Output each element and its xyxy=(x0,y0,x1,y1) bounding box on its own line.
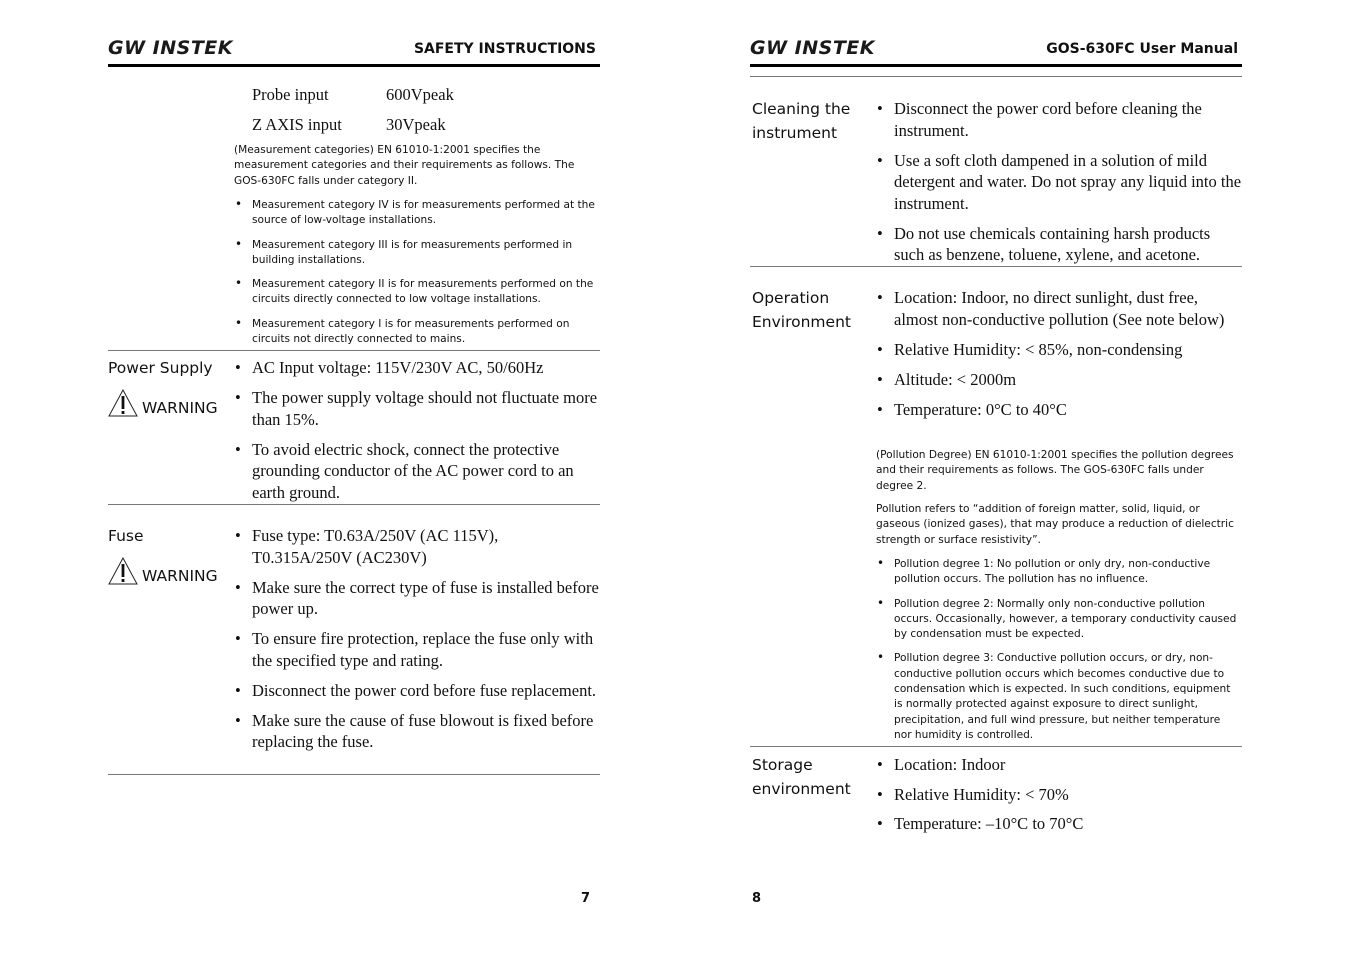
cleaning-list xyxy=(876,98,1242,266)
warning-badge xyxy=(108,389,218,417)
brand-logo: GW INSTEK xyxy=(108,37,233,59)
rating-row xyxy=(252,84,454,114)
measurement-category-list xyxy=(234,198,598,347)
left-page xyxy=(108,0,600,954)
list-item: • Location: Indoor, no direct sunlight, dust free, almost non-conductive pollution (See note below) xyxy=(876,287,1242,330)
list-item: • Pollution degree 2: Normally only non-conductive pollution occurs. Occasionally, however, a temporary conductivity caused by condensation must be expected. xyxy=(876,597,1238,643)
cleaning-label-line1: Cleaning the xyxy=(752,100,851,118)
fuse-label: Fuse xyxy=(108,527,144,545)
cleaning-label-line2: instrument xyxy=(752,124,838,142)
list-item: • Measurement category IV is for measurements performed at the source of low-voltage installations. xyxy=(234,198,598,229)
warning-label: WARNING xyxy=(142,399,218,417)
storage-label-line1: Storage xyxy=(752,756,813,774)
brand-logo: GW INSTEK xyxy=(750,37,875,59)
list-item: • AC Input voltage: 115V/230V AC, 50/60Hz xyxy=(234,357,600,379)
pollution-degree-list xyxy=(876,557,1238,743)
list-item: • Measurement category III is for measurements performed in building installations. xyxy=(234,238,598,269)
list-item: • Temperature: 0°C to 40°C xyxy=(876,399,1242,421)
list-item: • To ensure fire protection, replace the fuse only with the specified type and rating. xyxy=(234,628,600,671)
cleaning-label xyxy=(752,97,850,145)
warning-badge xyxy=(108,557,218,585)
pollution-degree-note: (Pollution Degree) EN 61010-1:2001 specifies the pollution degrees and their requirements as follows. The GOS-630FC falls under degree 2. xyxy=(876,449,1234,492)
section-divider xyxy=(108,774,600,775)
list-item: • Temperature: –10°C to 70°C xyxy=(876,813,1242,835)
power-supply-label: Power Supply xyxy=(108,359,213,377)
section-divider xyxy=(750,76,1242,77)
header-rule xyxy=(750,64,1242,67)
list-item: • Fuse type: T0.63A/250V (AC 115V), T0.315A/250V (AC230V) xyxy=(234,525,600,568)
operation-environment-list xyxy=(876,287,1242,420)
list-item: • Make sure the correct type of fuse is installed before power up. xyxy=(234,577,600,620)
input-ratings xyxy=(252,84,454,144)
rating-row xyxy=(252,114,454,144)
warning-triangle-icon xyxy=(108,389,138,417)
rating-value: 600Vpeak xyxy=(386,85,454,104)
list-item: • The power supply voltage should not fluctuate more than 15%. xyxy=(234,387,600,430)
operation-label-line1: Operation xyxy=(752,289,830,307)
manual-header-title: GOS-630FC User Manual xyxy=(1046,41,1238,57)
rating-name: Z AXIS input xyxy=(252,115,342,134)
fuse-list xyxy=(234,525,600,753)
operation-label-line2: Environment xyxy=(752,313,851,331)
operation-environment-label xyxy=(752,286,851,334)
warning-label: WARNING xyxy=(142,567,218,585)
list-item: • Make sure the cause of fuse blowout is fixed before replacing the fuse. xyxy=(234,710,600,753)
list-item: • Measurement category I is for measurements performed on circuits not directly connected to mains. xyxy=(234,317,598,348)
list-item: • Pollution degree 1: No pollution or only dry, non-conductive pollution occurs. The pollution has no influence. xyxy=(876,557,1238,588)
section-divider xyxy=(108,350,600,351)
list-item: • Disconnect the power cord before cleaning the instrument. xyxy=(876,98,1242,141)
list-item: • Relative Humidity: < 85%, non-condensing xyxy=(876,339,1242,361)
rating-name: Probe input xyxy=(252,85,329,104)
list-item: • Location: Indoor xyxy=(876,754,1242,776)
rating-value: 30Vpeak xyxy=(386,115,446,134)
list-item: • To avoid electric shock, connect the protective grounding conductor of the AC power cord to an earth ground. xyxy=(234,439,600,504)
section-divider xyxy=(750,266,1242,267)
list-item: • Measurement category II is for measurements performed on the circuits directly connected to low voltage installations. xyxy=(234,277,598,308)
pollution-definition: Pollution refers to “addition of foreign matter, solid, liquid, or gaseous (ionized gases), that may produce a reduction of dielectric strength or surface resistivity”. xyxy=(876,503,1234,546)
storage-label-line2: environment xyxy=(752,780,851,798)
header-rule xyxy=(108,64,600,67)
storage-environment-list xyxy=(876,754,1242,835)
list-item: • Disconnect the power cord before fuse replacement. xyxy=(234,680,600,702)
list-item: • Pollution degree 3: Conductive pollution occurs, or dry, non-conductive pollution occurs which becomes conductive due to condensation which is expected. In such conditions, equipment is normally protected against exposure to direct sunlight, precipitation, and full wind pressure, but neither temperature nor humidity is controlled. xyxy=(876,651,1238,743)
warning-triangle-icon xyxy=(108,557,138,585)
page-number: 7 xyxy=(580,891,590,906)
measurement-category-note: (Measurement categories) EN 61010-1:2001 specifies the measurement categories and their requirements as follows. The GOS-630FC falls under category II. xyxy=(234,144,575,187)
power-supply-list xyxy=(234,357,600,503)
storage-environment-label xyxy=(752,753,851,801)
list-item: • Altitude: < 2000m xyxy=(876,369,1242,391)
section-header-title: SAFETY INSTRUCTIONS xyxy=(413,41,596,57)
page-number: 8 xyxy=(752,891,762,906)
section-divider xyxy=(108,504,600,505)
right-page xyxy=(750,0,1242,954)
section-divider xyxy=(750,746,1242,747)
list-item: • Do not use chemicals containing harsh products such as benzene, toluene, xylene, and acetone. xyxy=(876,223,1242,266)
list-item: • Use a soft cloth dampened in a solution of mild detergent and water. Do not spray any liquid into the instrument. xyxy=(876,150,1242,215)
list-item: • Relative Humidity: < 70% xyxy=(876,784,1242,806)
